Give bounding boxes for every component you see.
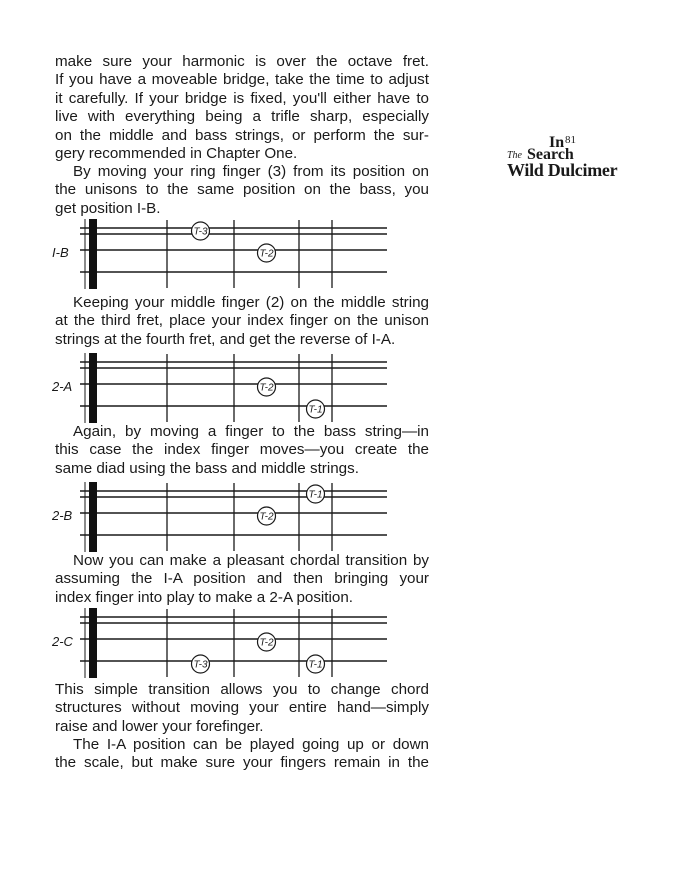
tablature-diagram [50,216,390,292]
text-line: the scale, but make sure your fingers remain in the [55,754,429,772]
note-label: T-1 [308,489,323,501]
paragraph-6 [55,681,429,736]
text-line: strings at the fourth fret, and get the reverse of I-A. [55,330,396,348]
text-line: structures without moving your entire hand—simply [55,699,429,717]
text-line: assuming the I-A position and then bringing your [55,570,429,588]
finger-note [258,507,276,525]
tab-label: 2-B [52,508,73,523]
nut-bar [89,482,97,552]
nut-bar [89,219,97,289]
text-line: on the middle and bass strings, or perform the sur- [55,126,429,144]
text-line: same diad using the bass and middle strings. [55,459,359,477]
note-label: T-3 [193,226,208,238]
text-line: it carefully. If your bridge is fixed, you'll either have to [55,89,429,107]
text-line: gery recommended in Chapter One. [55,145,298,163]
header-title-the: The [507,150,522,161]
nut-bar [89,353,97,423]
note-label: T-2 [259,511,274,523]
note-label: T-1 [308,404,323,416]
finger-note [192,222,210,240]
tablature-diagram [50,479,390,555]
finger-note [192,655,210,673]
tab-label: 2-A [52,379,73,394]
text-line: The I-A position can be played going up or down [73,736,429,753]
header-title-line3: Wild Dulcimer [507,160,618,180]
paragraph-5 [55,552,429,607]
note-label: T-2 [259,637,274,649]
finger-note [258,633,276,651]
note-label: T-3 [193,659,208,671]
text-line: If you have a moveable bridge, take the time to adjust [55,71,429,89]
paragraph-1 [55,53,429,163]
tablature-svg [50,479,390,555]
finger-note [307,400,325,418]
paragraph-7 [55,736,429,773]
tab-label: 2-C [52,634,73,649]
header-title-line1: In [549,134,565,151]
text-line: This simple transition allows you to change chord [55,681,429,698]
finger-note [258,244,276,262]
tablature-diagram [50,605,390,681]
tablature-svg [50,350,390,426]
note-label: T-1 [308,659,323,671]
finger-note [307,485,325,503]
tab-label: I-B [52,245,69,260]
paragraph-2 [55,163,429,218]
paragraph-4 [55,423,429,478]
tablature-svg [50,605,390,681]
text-line: Again, by moving a finger to the bass string—in [73,423,429,440]
text-line: the unisons to the same position on the bass, you [55,181,429,199]
note-label: T-2 [259,248,274,260]
text-line: get position I-B. [55,199,161,217]
text-line: at the third fret, place your index finger on the unison [55,312,429,330]
paragraph-3 [55,294,429,349]
note-label: T-2 [259,382,274,394]
tablature-diagram [50,350,390,426]
header-title-line2: Search [527,146,574,163]
tablature-svg [50,216,390,292]
text-line: make sure your harmonic is over the octave fret. [55,53,429,70]
nut-bar [89,608,97,678]
text-line: this case the index finger moves—you create the [55,441,429,459]
running-header [507,134,647,184]
text-line: raise and lower your forefinger. [55,717,264,735]
text-line: Keeping your middle finger (2) on the middle string [73,294,429,311]
text-line: live with everything being a trifle sharp, especially [55,108,429,126]
text-line: By moving your ring finger (3) from its position on [73,163,429,180]
text-line: Now you can make a pleasant chordal transition by [73,552,429,569]
page-number: 81 [565,134,576,146]
text-line: index finger into play to make a 2-A position. [55,588,354,606]
finger-note [258,378,276,396]
finger-note [307,655,325,673]
